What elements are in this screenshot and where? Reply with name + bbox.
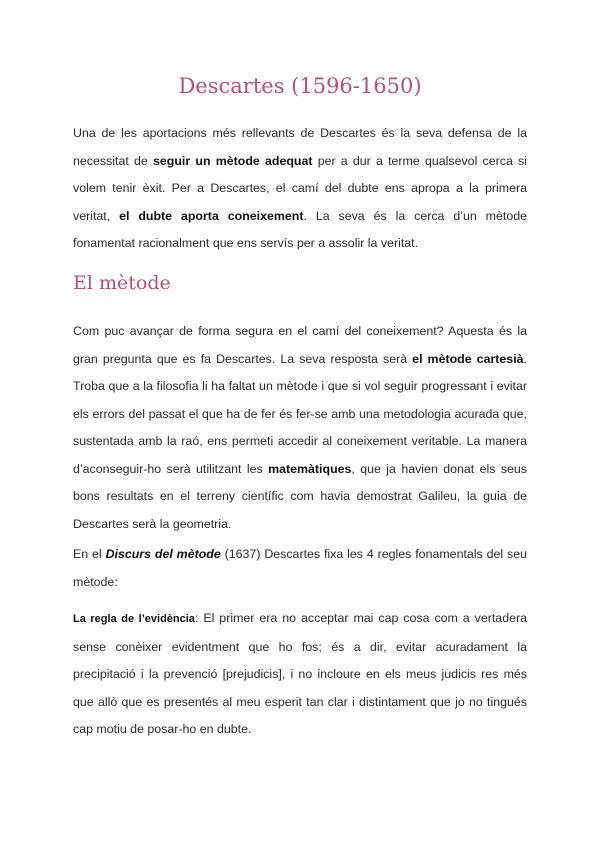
intro-text-3: . La seva és la cerca d’un mètode fonamentat racionalment que ens servís per a assolir la veritat. [73, 208, 527, 250]
discourse-paragraph [73, 541, 527, 596]
intro-text-1: Una de les aportacions més rellevants de Descartes és la seva defensa de la necessitat de [73, 126, 527, 168]
method-paragraph [73, 318, 527, 538]
page-title: Descartes (1596-1650) [178, 74, 422, 98]
discourse-text-1: En el [73, 547, 106, 561]
discourse-text-2: (1637) Descartes fixa les 4 regles fonamentals del seu mètode: [73, 547, 528, 589]
method-text-3: , que ja havien donat els seus bons resultats en el terreny científic com havia demostrat Galileu, la guia de Descartes serà la geometria. [73, 461, 527, 531]
method-bold-1: el mètode cartesià [412, 351, 524, 366]
method-bold-2: matemàtiques [268, 461, 352, 476]
method-text-1: Com puc avançar de forma segura en el camí del coneixement? Aquesta és la gran pregunta que es fa Descartes. La seva resposta serà [73, 324, 527, 366]
intro-bold-1: seguir un mètode adequat [152, 153, 313, 168]
discourse-book-title: Discurs del mètode [105, 547, 221, 561]
rule-evidence-text: : El primer era no acceptar mai cap cosa com a vertadera sense conèixer evidentment que ho fos; és a dir, evitar acuradament la precipitació i la prevenció [prejudicis], i no incloure en els meus judicis res més que allò que es presentés al meu esperit tan clar i distintament que jo no tingués cap motiu de posar-ho en dubte. [73, 611, 527, 736]
intro-text-2: per a dur a terme qualsevol cerca si volem tenir èxit. Per a Descartes, el camí del dubte ens apropa a la primera veritat, [73, 153, 527, 223]
intro-bold-2: el dubte aporta coneixement [119, 208, 304, 223]
method-text-2: . Troba que a la filosofia li ha faltat un mètode i que si vol seguir progressant i evitar els errors del passat el que ha de fer és fer-se amb una metodologia acurada que, sustentada amb la raó, ens permeti accedir al coneixement veritable. La manera d’aconseguir-ho serà utilitzant les [73, 351, 527, 476]
intro-paragraph [73, 120, 527, 258]
rule-evidence-paragraph [73, 605, 527, 744]
rule-evidence-name: La regla de l’evidència [73, 613, 195, 625]
section-heading: El mètode [73, 272, 171, 294]
